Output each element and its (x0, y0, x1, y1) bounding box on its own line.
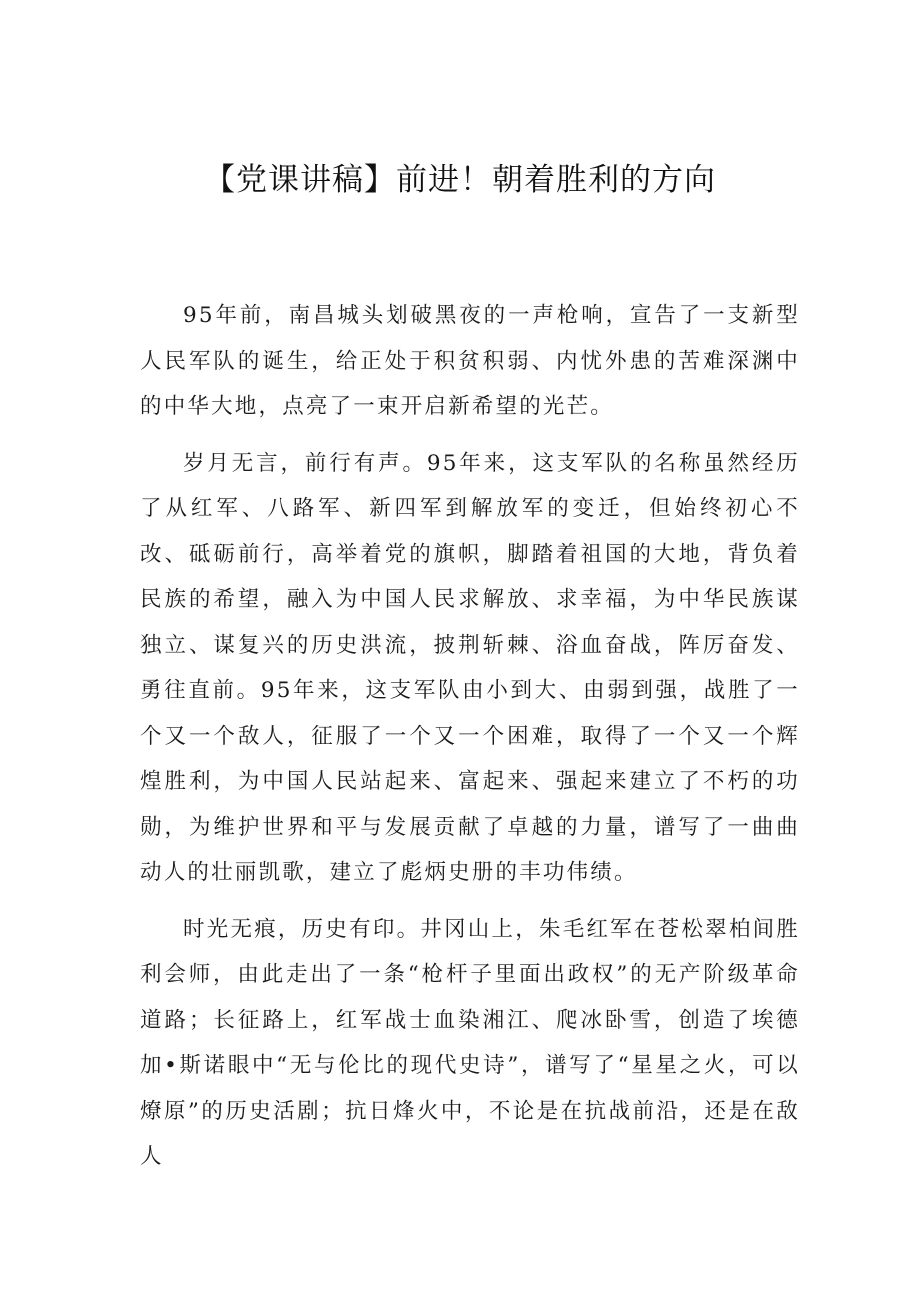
paragraph-2: 岁月无言，前行有声。95年来，这支军队的名称虽然经历了从红军、八路军、新四军到解放军的变迁，但始终初心不改、砥砺前行，高举着党的旗帜，脚踏着祖国的大地，背负着民族的希望，融入为中国人民求解放、求幸福，为中华民族谋独立、谋复兴的历史洪流，披荆斩棘、浴血奋战，阵厉奋发、勇往直前。95年来，这支军队由小到大、由弱到强，战胜了一个又一个敌人，征服了一个又一个困难，取得了一个又一个辉煌胜利，为中国人民站起来、富起来、强起来建立了不朽的功勋，为维护世界和平与发展贡献了卓越的力量，谱写了一曲曲动人的壮丽凯歌，建立了彪炳史册的丰功伟绩。 (140, 450, 800, 885)
document-body (140, 293, 800, 1191)
paragraph-1: 95年前，南昌城头划破黑夜的一声枪响，宣告了一支新型人民军队的诞生，给正处于积贫积弱、内忧外患的苦难深渊中的中华大地，点亮了一束开启新希望的光芒。 (140, 303, 800, 419)
document-title: 【党课讲稿】前进！朝着胜利的方向 (204, 162, 716, 198)
paragraph-3: 时光无痕，历史有印。井冈山上，朱毛红军在苍松翠柏间胜利会师，由此走出了一条“枪杆子里面出政权”的无产阶级革命道路；长征路上，红军战士血染湘江、爬冰卧雪，创造了埃德加•斯诺眼中“无与伦比的现代史诗”，谱写了“星星之火，可以燎原”的历史活剧；抗日烽火中，不论是在抗战前沿，还是在敌人 (140, 916, 800, 1169)
